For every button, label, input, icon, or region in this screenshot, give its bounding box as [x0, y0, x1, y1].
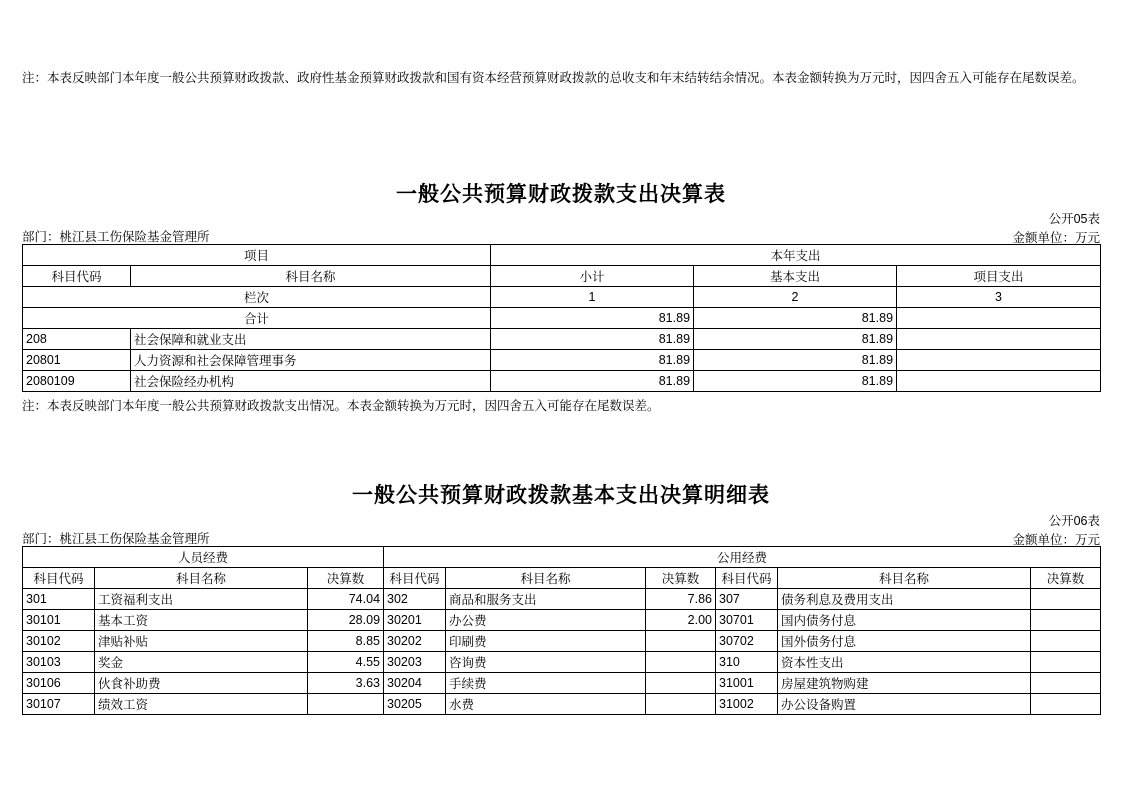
row-public2-name: 房屋建筑物购建 [778, 673, 1031, 694]
table-total-row [23, 308, 1101, 329]
table-row [23, 694, 1101, 715]
row-public2-name: 资本性支出 [778, 652, 1031, 673]
header-project-expense: 项目支出 [897, 266, 1101, 287]
total-subtotal: 81.89 [491, 308, 694, 329]
header-code: 科目代码 [23, 568, 95, 589]
row-subtotal: 81.89 [491, 329, 694, 350]
row-public1-name: 咨询费 [446, 652, 646, 673]
table1-note: 注：本表反映部门本年度一般公共预算财政拨款支出情况。本表金额转换为万元时，因四舍五入可能存在尾数误差。 [22, 399, 660, 413]
row-personnel-code: 30102 [23, 631, 95, 652]
row-name: 人力资源和社会保障管理事务 [131, 350, 491, 371]
table-header-row [23, 266, 1101, 287]
row-personnel-name: 绩效工资 [95, 694, 308, 715]
row-public1-name: 商品和服务支出 [446, 589, 646, 610]
header-name: 科目名称 [131, 266, 491, 287]
row-personnel-amount: 4.55 [308, 652, 384, 673]
row-code: 20801 [23, 350, 131, 371]
row-basic: 81.89 [694, 371, 897, 392]
row-public1-name: 水费 [446, 694, 646, 715]
row-basic: 81.89 [694, 350, 897, 371]
header-project: 项目 [23, 245, 491, 266]
table-row [23, 371, 1101, 392]
table2-dept-label: 部门：桃江县工伤保险基金管理所 [22, 532, 210, 546]
row-public2-code: 31001 [716, 673, 778, 694]
row-subtotal: 81.89 [491, 371, 694, 392]
header-code: 科目代码 [23, 266, 131, 287]
row-public2-name: 办公设备购置 [778, 694, 1031, 715]
row-public1-amount [646, 673, 716, 694]
row-public2-name: 债务利息及费用支出 [778, 589, 1031, 610]
row-project [897, 329, 1101, 350]
table1-form-code: 公开05表 [1048, 212, 1100, 226]
row-public2-amount [1031, 631, 1101, 652]
total-label: 合计 [23, 308, 491, 329]
row-personnel-code: 301 [23, 589, 95, 610]
header-amount: 决算数 [308, 568, 384, 589]
row-public1-code: 30202 [384, 631, 446, 652]
row-public2-code: 30701 [716, 610, 778, 631]
total-project [897, 308, 1101, 329]
row-public1-name: 办公费 [446, 610, 646, 631]
row-public2-name: 国内债务付息 [778, 610, 1031, 631]
row-personnel-amount: 8.85 [308, 631, 384, 652]
row-personnel-name: 津贴补贴 [95, 631, 308, 652]
row-personnel-code: 30103 [23, 652, 95, 673]
group-personnel-expense: 人员经费 [23, 547, 384, 568]
table-row [23, 350, 1101, 371]
table-group-header-row [23, 547, 1101, 568]
row-public2-amount [1031, 694, 1101, 715]
row-public1-code: 30201 [384, 610, 446, 631]
header-year-expense: 本年支出 [491, 245, 1101, 266]
header-name: 科目名称 [778, 568, 1031, 589]
row-personnel-code: 30106 [23, 673, 95, 694]
row-public1-amount [646, 694, 716, 715]
table1-dept-label: 部门：桃江县工伤保险基金管理所 [22, 230, 210, 244]
row-public1-code: 30205 [384, 694, 446, 715]
row-public2-amount [1031, 673, 1101, 694]
row-personnel-amount: 3.63 [308, 673, 384, 694]
table-row [23, 589, 1101, 610]
group-public-expense: 公用经费 [384, 547, 1101, 568]
row-personnel-code: 30101 [23, 610, 95, 631]
row-public2-code: 31002 [716, 694, 778, 715]
row-personnel-amount: 28.09 [308, 610, 384, 631]
table-row [23, 329, 1101, 350]
row-personnel-name: 工资福利支出 [95, 589, 308, 610]
table-row [23, 610, 1101, 631]
row-public2-amount [1031, 652, 1101, 673]
row-public1-code: 30203 [384, 652, 446, 673]
table-column-index-row [23, 287, 1101, 308]
column-index-3: 3 [897, 287, 1101, 308]
row-name: 社会保障和就业支出 [131, 329, 491, 350]
table-header-row [23, 568, 1101, 589]
row-personnel-name: 基本工资 [95, 610, 308, 631]
row-personnel-amount: 74.04 [308, 589, 384, 610]
row-public1-code: 30204 [384, 673, 446, 694]
column-index-label: 栏次 [23, 287, 491, 308]
row-personnel-code: 30107 [23, 694, 95, 715]
header-name: 科目名称 [95, 568, 308, 589]
top-note-text: 注：本表反映部门本年度一般公共预算财政拨款、政府性基金预算财政拨款和国有资本经营预算财政拨款的总收支和年末结转结余情况。本表金额转换为万元时，因四舍五入可能存在尾数误差。 [22, 71, 1085, 85]
row-public1-amount: 7.86 [646, 589, 716, 610]
total-basic: 81.89 [694, 308, 897, 329]
row-public1-amount: 2.00 [646, 610, 716, 631]
table-header-row [23, 245, 1101, 266]
row-personnel-name: 奖金 [95, 652, 308, 673]
row-public2-name: 国外债务付息 [778, 631, 1031, 652]
table2-title: 一般公共预算财政拨款基本支出决算明细表 [352, 484, 770, 507]
budget-expense-table [22, 244, 1101, 392]
table-row [23, 652, 1101, 673]
table-row [23, 631, 1101, 652]
basic-expense-detail-table [22, 546, 1101, 715]
row-public2-code: 30702 [716, 631, 778, 652]
row-public1-code: 302 [384, 589, 446, 610]
header-amount: 决算数 [646, 568, 716, 589]
header-name: 科目名称 [446, 568, 646, 589]
row-code: 2080109 [23, 371, 131, 392]
header-amount: 决算数 [1031, 568, 1101, 589]
row-public1-amount [646, 652, 716, 673]
header-basic-expense: 基本支出 [694, 266, 897, 287]
row-public2-code: 310 [716, 652, 778, 673]
row-name: 社会保险经办机构 [131, 371, 491, 392]
table2-unit: 金额单位：万元 [1012, 533, 1100, 548]
row-public1-name: 印刷费 [446, 631, 646, 652]
row-personnel-amount [308, 694, 384, 715]
column-index-2: 2 [694, 287, 897, 308]
header-code: 科目代码 [384, 568, 446, 589]
table2-form-code: 公开06表 [1048, 514, 1100, 528]
row-code: 208 [23, 329, 131, 350]
row-personnel-name: 伙食补助费 [95, 673, 308, 694]
table1-unit: 金额单位：万元 [1012, 231, 1100, 246]
header-subtotal: 小计 [491, 266, 694, 287]
table1-title: 一般公共预算财政拨款支出决算表 [396, 183, 726, 206]
row-project [897, 371, 1101, 392]
row-public2-amount [1031, 610, 1101, 631]
row-public1-name: 手续费 [446, 673, 646, 694]
table-row [23, 673, 1101, 694]
row-public2-code: 307 [716, 589, 778, 610]
row-public2-amount [1031, 589, 1101, 610]
row-subtotal: 81.89 [491, 350, 694, 371]
row-basic: 81.89 [694, 329, 897, 350]
header-code: 科目代码 [716, 568, 778, 589]
column-index-1: 1 [491, 287, 694, 308]
row-public1-amount [646, 631, 716, 652]
row-project [897, 350, 1101, 371]
